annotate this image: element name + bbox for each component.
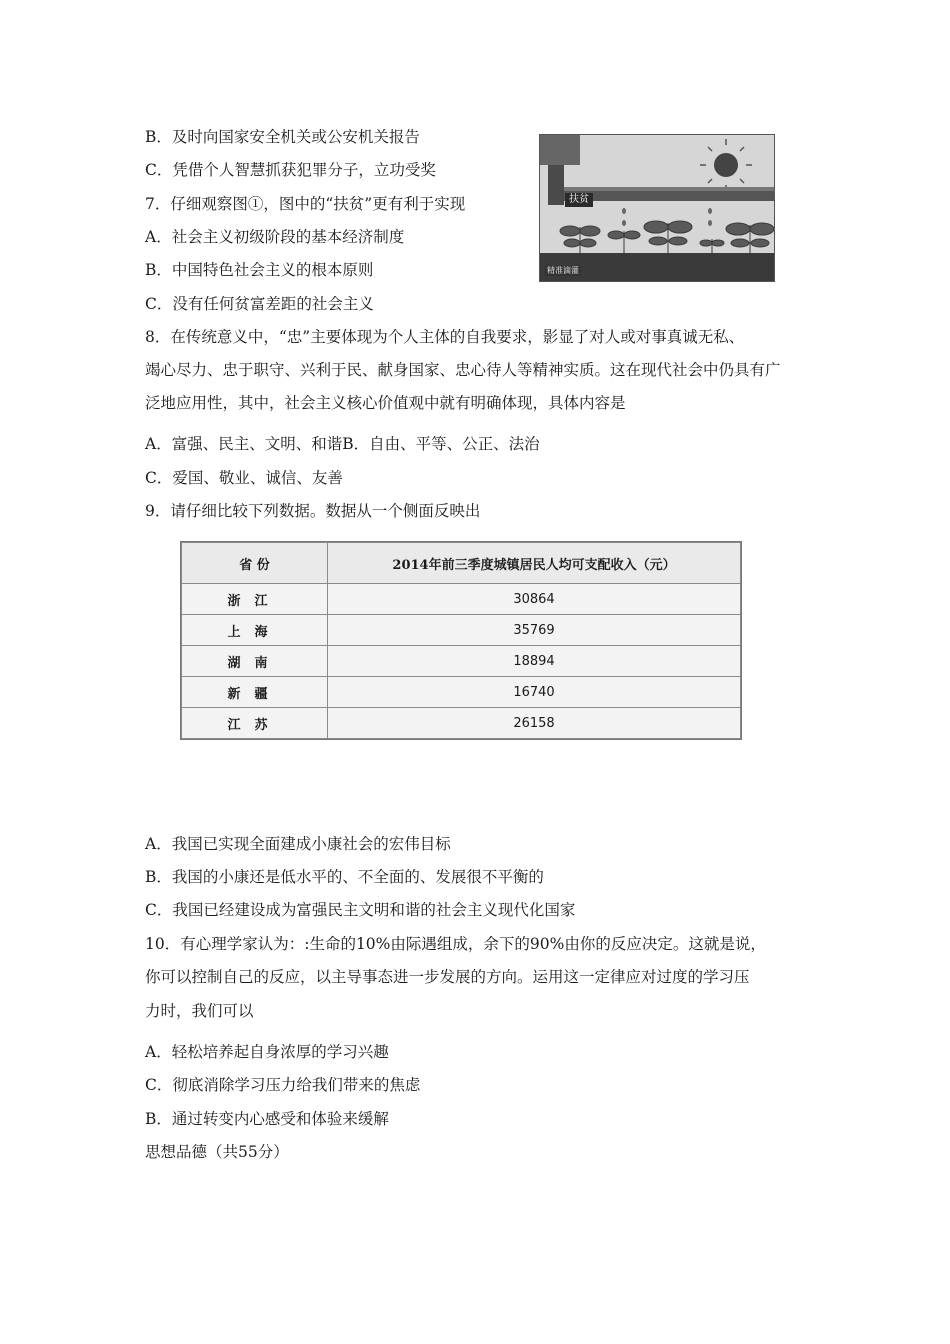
income-cell: 18894 xyxy=(328,646,741,677)
q6-option-c: C．凭借个人智慧抓获犯罪分子，立功受奖 xyxy=(145,161,436,179)
province-cell: 新疆 xyxy=(182,677,328,708)
q10-line-3: 力时，我们可以 xyxy=(145,1002,254,1020)
q8-line-1: 8．在传统意义中，“忠”主要体现为个人主体的自我要求，影显了对人或对事真诚无私、 xyxy=(145,328,745,346)
q9-option-a: A．我国已实现全面建成小康社会的宏伟目标 xyxy=(145,835,451,853)
income-cell: 16740 xyxy=(328,677,741,708)
q10-option-a: A．轻松培养起自身浓厚的学习兴趣 xyxy=(145,1043,389,1061)
cartoon-drawing xyxy=(540,135,774,281)
table-row xyxy=(182,646,741,677)
income-table xyxy=(180,541,742,740)
header-income: 2014年前三季度城镇居民人均可支配收入（元） xyxy=(328,543,741,584)
table-header-row xyxy=(182,543,741,584)
poverty-alleviation-cartoon xyxy=(539,134,775,282)
table-row xyxy=(182,615,741,646)
q10-option-c: C．彻底消除学习压力给我们带来的焦虑 xyxy=(145,1076,421,1094)
q8-option-c: C．爱国、敬业、诚信、友善 xyxy=(145,469,343,487)
q7-stem: 7．仔细观察图①，图中的“扶贫”更有利于实现 xyxy=(145,195,466,213)
table-row xyxy=(182,584,741,615)
q7-option-c: C．没有任何贫富差距的社会主义 xyxy=(145,295,374,313)
province-cell: 江苏 xyxy=(182,708,328,739)
income-cell: 35769 xyxy=(328,615,741,646)
table-row xyxy=(182,677,741,708)
q8-options-ab: A．富强、民主、文明、和谐B．自由、平等、公正、法治 xyxy=(145,435,540,453)
q7-option-b: B．中国特色社会主义的根本原则 xyxy=(145,261,374,279)
table-row xyxy=(182,708,741,739)
q10-stem xyxy=(145,934,810,1034)
province-cell: 浙江 xyxy=(182,584,328,615)
q8-line-2: 竭心尽力、忠于职守、兴利于民、献身国家、忠心待人等精神实质。这在现代社会中仍具有广 xyxy=(145,361,781,379)
q9-option-b: B．我国的小康还是低水平的、不全面的、发展很不平衡的 xyxy=(145,868,544,886)
cartoon-caption-tag: 精准滴灌 xyxy=(547,266,579,275)
section-heading: 思想品德（共55分） xyxy=(145,1143,289,1161)
q8-line-3: 泛地应用性，其中，社会主义核心价值观中就有明确体现，具体内容是 xyxy=(145,394,626,412)
q10-line-2: 你可以控制自己的反应，以主导事态进一步发展的方向。运用这一定律应对过度的学习压 xyxy=(145,968,750,986)
cartoon-banner-label: 扶贫 xyxy=(565,193,593,207)
header-province: 省 份 xyxy=(182,543,328,584)
province-cell: 湖南 xyxy=(182,646,328,677)
q9-stem: 9．请仔细比较下列数据。数据从一个侧面反映出 xyxy=(145,502,481,520)
q7-option-a: A．社会主义初级阶段的基本经济制度 xyxy=(145,228,405,246)
q6-option-b: B．及时向国家安全机关或公安机关报告 xyxy=(145,128,420,146)
q9-option-c: C．我国已经建设成为富强民主文明和谐的社会主义现代化国家 xyxy=(145,901,576,919)
q10-option-b: B．通过转变内心感受和体验来缓解 xyxy=(145,1110,389,1128)
q10-line-1: 10．有心理学家认为：:生命的10%由际遇组成，余下的90%由你的反应决定。这就是说， xyxy=(145,935,766,953)
q8-stem xyxy=(145,327,810,426)
income-cell: 26158 xyxy=(328,708,741,739)
province-cell: 上海 xyxy=(182,615,328,646)
income-cell: 30864 xyxy=(328,584,741,615)
